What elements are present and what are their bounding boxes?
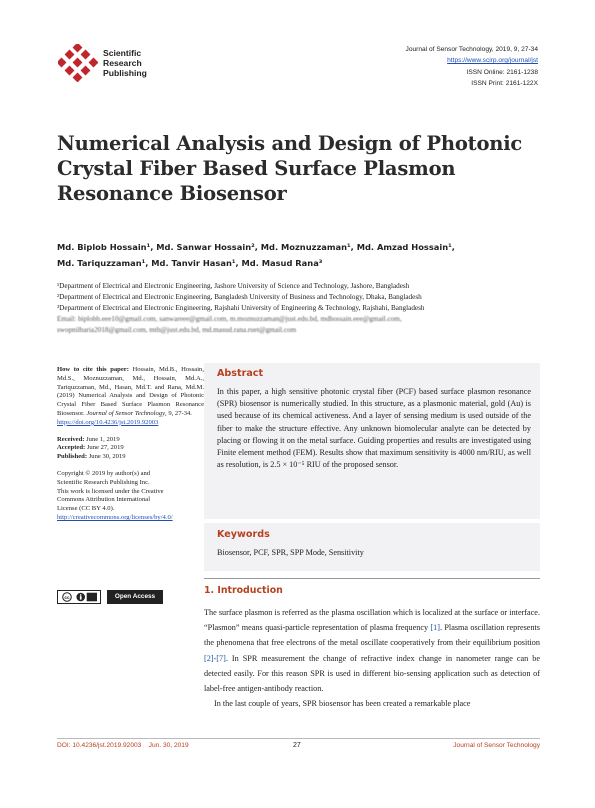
intro-paragraph: In the last couple of years, SPR biosensor has been created a remarkable place	[214, 699, 471, 709]
intro-text: . Plasma oscillation represents the phenomena that free electrons of the metal oscillate cooperatively from their equilibrium position	[204, 623, 540, 648]
publisher-logo	[58, 44, 168, 82]
author-name: Md. Amzad Hossain¹,	[356, 242, 455, 252]
cc-by-icon	[57, 590, 101, 604]
how-to-cite-volume: , 9, 27-34.	[165, 409, 192, 417]
license-badges	[57, 590, 167, 604]
keywords-text: Biosensor, PCF, SPR, SPP Mode, Sensitivity	[217, 548, 364, 557]
license-link[interactable]: http://creativecommons.org/licenses/by/4.0/	[57, 513, 173, 521]
doi-link[interactable]: https://doi.org/10.4236/jst.2019.92003	[57, 418, 159, 426]
footer-doi: DOI: 10.4236/jst.2019.92003	[57, 742, 142, 749]
publisher-name	[103, 48, 147, 78]
published-date	[57, 453, 204, 462]
received-date	[57, 436, 204, 445]
accepted-date	[57, 444, 204, 453]
received-value: June 1, 2019	[84, 435, 120, 443]
author-name: Md. Sanwar Hossain²,	[156, 242, 261, 252]
copyright-line: Copyright © 2019 by author(s) and	[57, 469, 151, 477]
journal-citation: Journal of Sensor Technology, 2019, 9, 27-34	[405, 46, 538, 53]
copyright-line: Scientific Research Publishing Inc.	[57, 478, 150, 486]
copyright-notice	[57, 470, 204, 523]
accepted-value: June 27, 2019	[85, 444, 124, 452]
how-to-cite-text: Hossain, Md.B., Hossain, Md.S., Moznuzzaman, Md., Hossain, Md.A., Tariquzzaman, Md., Hasan, Md.T. and Rana, Md.M. (2019) Numerical Analysis and Design of Photonic Crystal Fiber Based Surface Plasmon Resonance Biosensor.	[57, 366, 204, 417]
abstract-heading: Abstract	[217, 368, 264, 379]
article-title: Numerical Analysis and Design of Photonic Crystal Fiber Based Surface Plasmon Resonance Biosensor	[57, 132, 523, 205]
citation-link[interactable]: [2]-[7]	[204, 653, 226, 663]
page-footer	[57, 742, 540, 754]
how-to-cite-journal: Journal of Sensor Technology	[86, 409, 166, 417]
author-emails: Email: biplobh.eee10@gmail.com, sanwareee@gmail.com, m.moznuzzaman@just.edu.bd, mdhossain.eee@gmail.com,	[57, 315, 402, 323]
section-divider	[204, 578, 540, 579]
how-to-cite-label: How to cite this paper:	[57, 366, 129, 373]
published-value: June 30, 2019	[87, 453, 126, 461]
issn-online: ISSN Online: 2161-1238	[466, 68, 538, 76]
affiliation: ³Department of Electrical and Electronic Engineering, Rajshahi University of Engineering & Technology, Rajshahi, Bangladesh	[57, 304, 425, 312]
journal-url-link[interactable]: https://www.scirp.org/journal/jst	[447, 57, 538, 65]
introduction-body	[204, 605, 540, 711]
author-name: Md. Moznuzzaman¹,	[260, 242, 357, 252]
journal-meta	[406, 44, 538, 89]
intro-text: The surface plasmon is referred as the plasma oscillation which is localized at the surface or interface. “Plasmon” means quasi-particle representation of plasma frequency	[204, 608, 540, 633]
citation-link[interactable]: [1]	[430, 623, 440, 633]
author-list	[57, 239, 537, 271]
introduction-heading: 1. Introduction	[204, 585, 283, 596]
license-line: Commons Attribution International	[57, 496, 151, 504]
license-line: This work is licensed under the Creative	[57, 487, 164, 495]
svg-text:cc: cc	[64, 594, 70, 600]
footer-doi-date	[57, 742, 189, 749]
abstract-text: In this paper, a high sensitive photonic crystal fiber (PCF) based surface plasmon resonance (SPR) biosensor is numerically studied. In this structure, as a plasmonic material, gold (Au) is used because of its chemical activeness. And a layer of sensing medium is used outside of the fiber to make the structure effective. Any unknown biomolecular analyte can be detected by placing or flowing it on the metal surface. Guiding properties and results are investigated using Finite element method (FEM). Results show that maximum sensitivity is 4000 nm/RIU, as well as resolution, is 2.5 × 10⁻⁵ RIU of the proposed sensor.	[217, 387, 531, 470]
intro-text: . In SPR measurement the change of refractive index change in nanometer range can be detected easily. For this reason SPR is used in different bio-sensing application such as detection of label-free antigen-antibody reaction.	[204, 653, 540, 694]
affiliations	[57, 281, 542, 336]
footer-divider	[57, 738, 540, 739]
affiliation: ¹Department of Electrical and Electronic Engineering, Jashore University of Science and Technology, Jashore, Bangladesh	[57, 282, 410, 290]
keywords-heading: Keywords	[217, 529, 270, 540]
author-name: Md. Tanvir Hasan¹,	[151, 258, 242, 268]
license-line: License (CC BY 4.0).	[57, 505, 115, 513]
article-info-sidebar	[57, 366, 204, 523]
affiliation: ²Department of Electrical and Electronic Engineering, Bangladesh University of Business and Technology, Dhaka, Bangladesh	[57, 293, 422, 301]
footer-date: Jun. 30, 2019	[148, 742, 189, 749]
page-number: 27	[293, 742, 301, 749]
publisher-name-line: Publishing	[103, 68, 147, 78]
issn-print: ISSN Print: 2161-122X	[471, 79, 538, 87]
received-label: Received:	[57, 435, 85, 443]
publisher-name-line: Scientific	[103, 48, 142, 58]
published-label: Published:	[57, 453, 88, 461]
author-emails: swopnilbaria2018@gmail.com, mth@just.edu.bd, md.masud.rana.ruet@gmail.com	[57, 326, 297, 334]
how-to-cite	[57, 366, 204, 419]
scirp-logo-icon	[58, 44, 98, 82]
author-name: Md. Tariquzzaman¹,	[57, 258, 152, 268]
intro-paragraph	[204, 605, 540, 696]
author-name: Md. Biplob Hossain¹,	[57, 242, 157, 252]
footer-journal: Journal of Sensor Technology	[453, 742, 540, 749]
author-name: Md. Masud Rana³	[241, 258, 323, 268]
article-dates	[57, 436, 204, 462]
keywords-section	[204, 523, 540, 571]
accepted-label: Accepted:	[57, 444, 86, 452]
open-access-badge: Open Access	[107, 590, 163, 604]
publisher-name-line: Research	[103, 58, 142, 68]
abstract-section	[204, 363, 540, 519]
